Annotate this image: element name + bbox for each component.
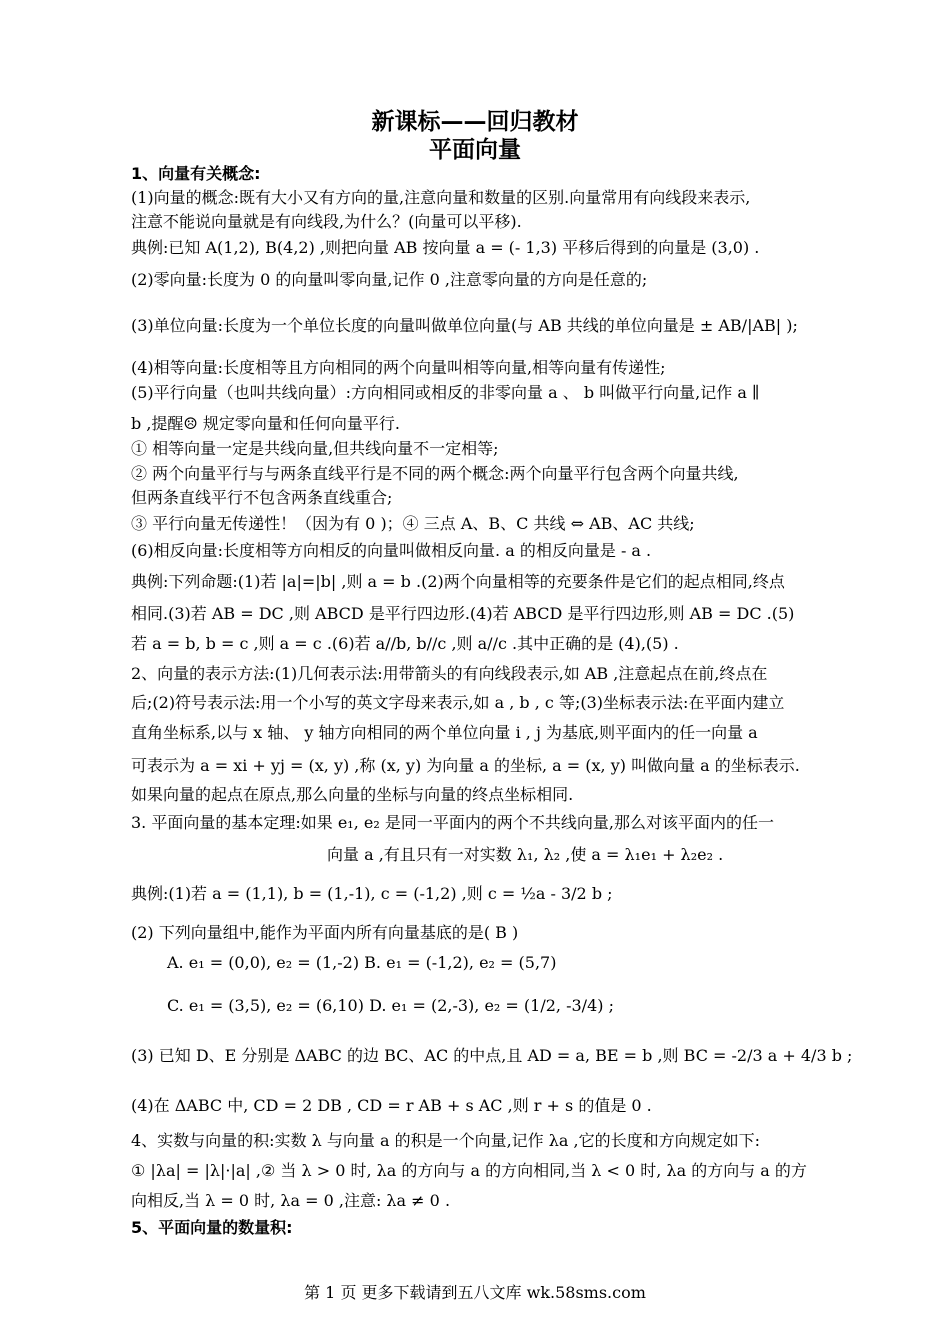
text-line-32: 向相反,当 λ = 0 时, λa = 0 ,注意: λa ≠ 0 . <box>131 1191 451 1210</box>
text-line-20: 可表示为 a = xi + yj = (x, y) ,称 (x, y) 为向量 a 的坐标, a = (x, y) 叫做向量 a 的坐标表示. <box>131 756 800 775</box>
text-line-4: (2)零向量:长度为 0 的向量叫零向量,记作 0 ,注意零向量的方向是任意的; <box>131 270 648 289</box>
text-line-8: b ,提醒☹ 规定零向量和任何向量平行. <box>131 414 400 433</box>
text-line-1: (1)向量的概念:既有大小又有方向的量,注意向量和数量的区别.向量常用有向线段来表示, <box>131 188 751 207</box>
text-line-31: ① |λa| = |λ|·|a| ,② 当 λ > 0 时, λa 的方向与 a 的方向相同,当 λ < 0 时, λa 的方向与 a 的方 <box>131 1161 807 1180</box>
text-line-27: C. e₁ = (3,5), e₂ = (6,10) D. e₁ = (2,-3), e₂ = (1/2, -3/4) ; <box>167 996 614 1015</box>
text-line-13: (6)相反向量:长度相等方向相反的向量叫做相反向量. a 的相反向量是 - a . <box>131 541 652 560</box>
text-line-15: 相同.(3)若 AB = DC ,则 ABCD 是平行四边形.(4)若 ABCD 是平行四边形,则 AB = DC .(5) <box>131 604 795 623</box>
text-line-16: 若 a = b, b = c ,则 a = c .(6)若 a//b, b//c ,则 a//c .其中正确的是 (4),(5) . <box>131 634 679 653</box>
section-1-heading: 1、向量有关概念: <box>131 164 261 183</box>
text-line-11: 但两条直线平行不包含两条直线重合; <box>131 488 393 507</box>
text-line-10: ② 两个向量平行与与两条直线平行是不同的两个概念:两个向量平行包含两个向量共线, <box>131 464 739 483</box>
page-footer: 第 1 页 更多下载请到五八文库 wk.58sms.com <box>304 1283 646 1302</box>
text-line-30: 4、实数与向量的积:实数 λ 与向量 a 的积是一个向量,记作 λa ,它的长度和方向规定如下: <box>131 1131 761 1150</box>
text-line-22: 3. 平面向量的基本定理:如果 e₁, e₂ 是同一平面内的两个不共线向量,那么对该平面内的任一 <box>131 813 774 832</box>
text-line-5: (3)单位向量:长度为一个单位长度的向量叫做单位向量(与 AB 共线的单位向量是 ± AB/|AB| ); <box>131 316 798 335</box>
doc-title: 新课标——回归教材 <box>371 109 579 135</box>
text-line-12: ③ 平行向量无传递性！（因为有 0 )；④ 三点 A、B、C 共线 ⇔ AB、AC 共线; <box>131 514 695 533</box>
text-line-17: 2、向量的表示方法:(1)几何表示法:用带箭头的有向线段表示,如 AB ,注意起点在前,终点在 <box>131 664 768 683</box>
text-line-18: 后;(2)符号表示法:用一个小写的英文字母来表示,如 a , b , c 等;(3)坐标表示法:在平面内建立 <box>131 693 785 712</box>
text-line-28: (3) 已知 D、E 分别是 ΔABC 的边 BC、AC 的中点,且 AD = a, BE = b ,则 BC = -2/3 a + 4/3 b ; <box>131 1046 853 1065</box>
text-line-23: 向量 a ,有且只有一对实数 λ₁, λ₂ ,使 a = λ₁e₁ + λ₂e₂ . <box>327 845 724 864</box>
text-line-3: 典例:已知 A(1,2), B(4,2) ,则把向量 AB 按向量 a = (- 1,3) 平移后得到的向量是 (3,0) . <box>131 238 760 257</box>
text-line-6: (4)相等向量:长度相等且方向相同的两个向量叫相等向量,相等向量有传递性; <box>131 358 666 377</box>
doc-subtitle: 平面向量 <box>429 137 521 163</box>
text-line-7: (5)平行向量（也叫共线向量）:方向相同或相反的非零向量 a 、 b 叫做平行向量,记作 a ∥ <box>131 383 760 402</box>
text-line-2: 注意不能说向量就是有向线段,为什么？(向量可以平移). <box>131 212 522 231</box>
text-line-14: 典例:下列命题:(1)若 |a|=|b| ,则 a = b .(2)两个向量相等的充要条件是它们的起点相同,终点 <box>131 572 785 591</box>
text-line-24: 典例:(1)若 a = (1,1), b = (1,-1), c = (-1,2) ,则 c = ½a - 3/2 b ; <box>131 884 613 903</box>
text-line-9: ① 相等向量一定是共线向量,但共线向量不一定相等; <box>131 439 499 458</box>
text-line-26: A. e₁ = (0,0), e₂ = (1,-2) B. e₁ = (-1,2), e₂ = (5,7) <box>167 953 557 972</box>
text-line-21: 如果向量的起点在原点,那么向量的坐标与向量的终点坐标相同. <box>131 785 574 804</box>
text-line-19: 直角坐标系,以与 x 轴、 y 轴方向相同的两个单位向量 i , j 为基底,则平面内的任一向量 a <box>131 723 758 742</box>
text-line-25: (2) 下列向量组中,能作为平面内所有向量基底的是( B ) <box>131 923 519 942</box>
text-line-29: (4)在 ΔABC 中, CD = 2 DB , CD = r AB + s AC ,则 r + s 的值是 0 . <box>131 1096 652 1115</box>
section-5-heading: 5、平面向量的数量积: <box>131 1218 293 1237</box>
